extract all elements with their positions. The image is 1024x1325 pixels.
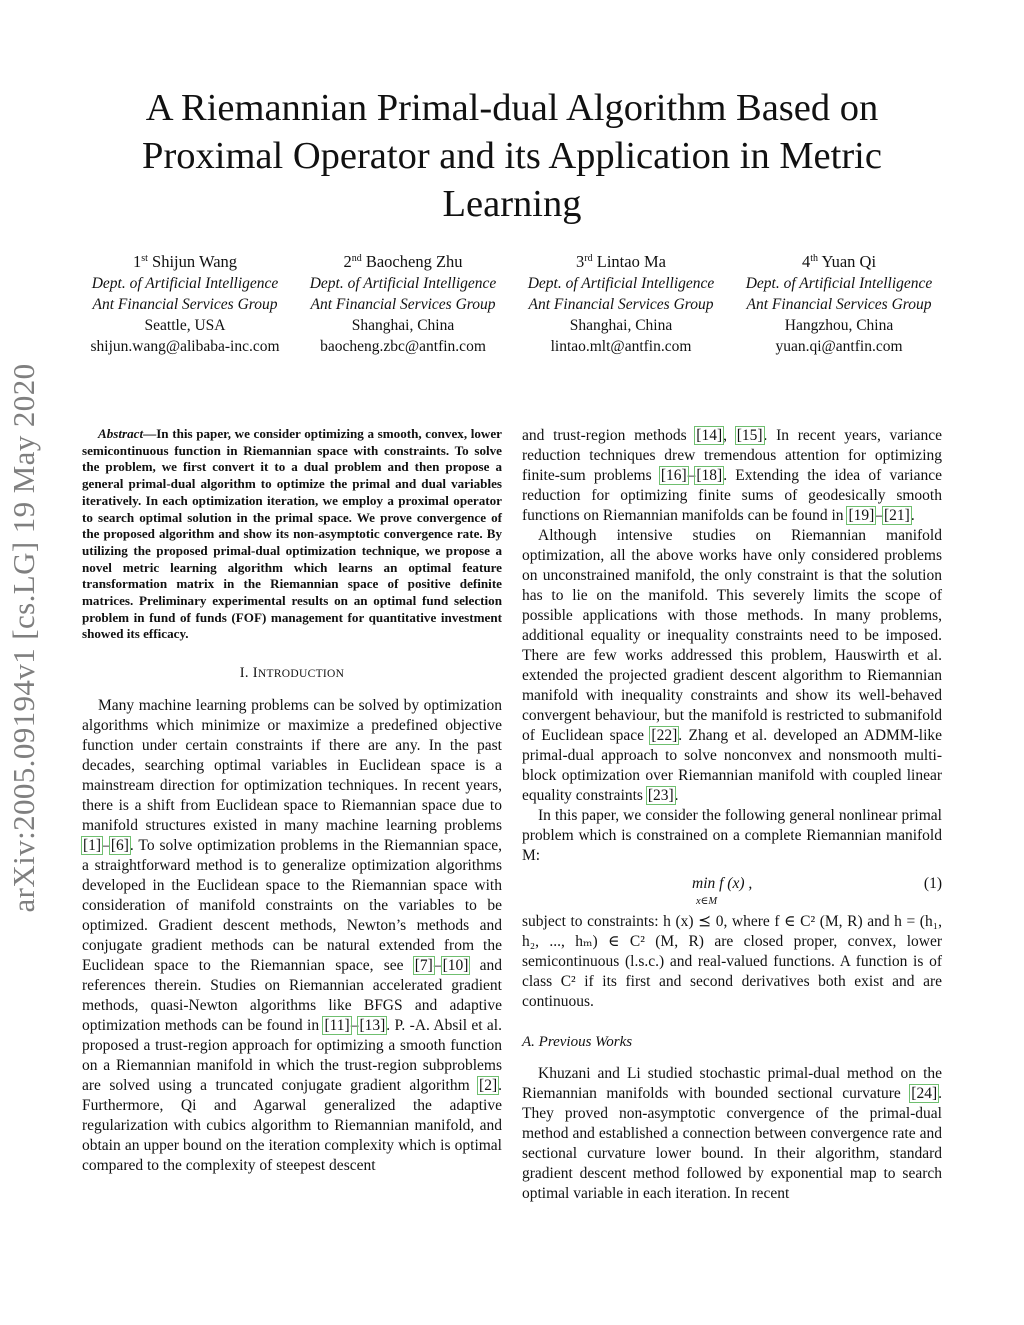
citation-link[interactable]: [10]: [442, 957, 469, 975]
citation-link[interactable]: [22]: [651, 727, 678, 744]
citation-link[interactable]: [2]: [479, 1077, 498, 1095]
author-dept: Dept. of Artificial Intelligence: [527, 275, 715, 292]
subsection-heading-previous-works: A. Previous Works: [522, 1034, 633, 1050]
author-ordinal-suffix: rd: [584, 253, 593, 264]
equation-1: [522, 868, 942, 906]
section-heading-introduction: [82, 663, 502, 684]
text-run: . Zhang et al. developed an ADMM-like primal-dual approach to solve nonconvex and nonsmooth multi-block optimization over Riemannian manifold with coupled linear equality constraints: [522, 727, 943, 804]
abstract-dash: —: [143, 426, 157, 441]
section-title-initial: I: [252, 665, 258, 682]
author-1: [76, 248, 294, 357]
paper-title: A Riemannian Primal-dual Algorithm Based on Proximal Operator and its Application in Metric Learning: [142, 87, 882, 225]
text-run: Many machine learning problems can be solved by optimization algorithms which minimize or maximize a predefined objective function under certain constraints if there are any. In the past decades, searching optimal variables in Euclidean space is a mainstream direction for optimization techniques. In recent years, there is a shift from Euclidean space to Riemannian space due to manifold structures existed in many machine learning problems: [82, 697, 502, 835]
text-run: . Furthermore, Qi and Agarwal generalized the adaptive regularization with cubics algorithm to Riemannian manifold, and obtain an upper bound on the iteration complexity which is optimal compared to the complexity of steepest descent: [82, 1077, 502, 1175]
author-email: shijun.wang@alibaba-inc.com: [90, 338, 280, 355]
author-location: Shanghai, China: [569, 317, 673, 334]
author-ordinal: 3: [576, 252, 585, 271]
citation-link[interactable]: [23]: [647, 787, 674, 804]
right-column: [522, 426, 942, 1204]
author-dept: Dept. of Artificial Intelligence: [745, 275, 933, 292]
citation-link[interactable]: [21]: [884, 507, 910, 524]
text-run: Khuzani and Li studied stochastic primal-dual method on the Riemannian manifolds with bounded sectional curvature: [522, 1065, 942, 1102]
text-run: –: [875, 507, 884, 524]
author-dept: Dept. of Artificial Intelligence: [91, 275, 279, 292]
citation-link[interactable]: [18]: [696, 467, 723, 484]
right-paragraph-3: In this paper, we consider the following general nonlinear primal problem which is constrained on a complete Riemannian manifold M:: [522, 807, 942, 864]
citation-link[interactable]: [7]: [414, 957, 433, 975]
text-run: . They proved non-asymptotic convergence of the primal-dual method and established a connection between convergence rate and sectional curvature lower bound. In their algorithm, standard gradient descent method followed by exponential map to search optimal variable in each iteration. In recent: [522, 1085, 942, 1202]
author-ordinal: 2: [343, 252, 352, 271]
text-run: and references therein. Studies on Riemannian accelerated gradient methods, quasi-Newton algorithms like BFGS and adaptive optimization methods can be found in: [82, 957, 502, 1035]
equation-expression: min f (x) ,: [692, 875, 753, 892]
abstract-text: In this paper, we consider optimizing a smooth, convex, lower semicontinuous function in Riemannian space with constraints. To solve the problem, we first convert it to a dual problem and then propose a general primal-dual algorithm to optimize the primal and dual variables iteratively. In each optimization iteration, we employ a proximal operator to search optimal solution in the primal space. We prove convergence of the proposed algorithm and show its non-asymptotic convergence rate. By utilizing the proposed primal-dual optimization technique, we propose a novel metric learning algorithm which learns an optimal feature transformation matrix in the Riemannian space of positive definite matrices. Preliminary experimental results on an optimal fund selection problem in fund of funds (FOF) management for quantitative investment showed its efficacy.: [82, 426, 502, 642]
author-4: [730, 248, 948, 357]
author-dept: Dept. of Artificial Intelligence: [309, 275, 497, 292]
section-number: I.: [239, 665, 249, 682]
text-run: Although intensive studies on Riemannian manifold optimization, all the above works have only considered problems on unconstrained manifold, the only constraint is that the solution has to lie on the manifold. This severely limits the scope of possible applications with those methods. In many problems, additional equality or inequality constraints need to be imposed. There are few works addressed this problem, Hauswirth et al. extended the projected gradient descent algorithm to Riemannian manifold with inequality constraints and show its well-behaved convergent behaviour, but the manifold is restricted to submanifold of Euclidean space: [522, 527, 942, 744]
text-run: . P. -A. Absil et al. proposed a trust-region approach for optimizing a smooth function on a Riemannian manifold in which the trust-region subproblems are solved using a truncated conjugate gradient algorithm: [82, 1017, 502, 1095]
citation-link[interactable]: [16]: [660, 467, 687, 484]
author-location: Hangzhou, China: [784, 317, 894, 334]
arxiv-identifier: arXiv:2005.09194v1 [cs.LG] 19 May 2020: [6, 363, 41, 913]
abstract: [82, 426, 502, 643]
author-name: Yuan Qi: [821, 252, 877, 271]
author-2: [294, 248, 512, 357]
right-paragraph-2: [522, 526, 942, 806]
equation-number: (1): [923, 875, 942, 892]
citation-link[interactable]: [1]: [83, 837, 102, 855]
author-email: baocheng.zbc@antfin.com: [320, 338, 486, 355]
citation-link[interactable]: [6]: [110, 837, 129, 855]
author-name: Baocheng Zhu: [365, 252, 463, 271]
author-org: Ant Financial Services Group: [310, 296, 496, 313]
author-org: Ant Financial Services Group: [92, 296, 278, 313]
right-paragraph-4: subject to constraints: h (x) ⪯ 0, where f ∈ C² (M, R) and h = (h₁, h₂, ..., hₘ) ∈ C² (M, R) are closed proper, convex, lower semicontinuous (l.s.c.) and real-valued functions. A function is of class C² if its first and second derivatives both exist and are continuous.: [522, 913, 942, 1010]
equation-subscript: x∈M: [696, 896, 718, 907]
text-run: ,: [723, 427, 736, 444]
citation-link[interactable]: [13]: [359, 1017, 386, 1035]
text-run: .: [910, 507, 915, 524]
citation-link[interactable]: [14]: [696, 427, 723, 444]
author-org: Ant Financial Services Group: [746, 296, 932, 313]
author-ordinal-suffix: th: [810, 253, 818, 264]
author-location: Seattle, USA: [144, 317, 226, 334]
abstract-label: Abstract: [98, 426, 144, 441]
right-paragraph-5: [522, 1064, 942, 1204]
author-ordinal: 4: [801, 252, 811, 271]
text-run: –: [102, 837, 110, 855]
author-email: lintao.mlt@antfin.com: [550, 338, 692, 355]
intro-paragraph: [82, 696, 502, 1176]
text-run: .: [674, 787, 679, 804]
text-run: . To solve optimization problems in the Riemannian space, a straightforward method is to generalize optimization algorithms developed in the Euclidean space to the Riemannian space with consideration of manifold constraints on the variables to be optimized. Gradient descent methods, Newton’s methods and conjugate gradient methods can be natural extended from the Euclidean space to the Riemannian space, see: [82, 837, 502, 975]
author-name: Lintao Ma: [596, 252, 666, 271]
citation-link[interactable]: [24]: [911, 1085, 938, 1102]
text-run: –: [350, 1017, 359, 1035]
author-org: Ant Financial Services Group: [528, 296, 714, 313]
text-run: . Extending the idea of variance reduction for optimizing finite sums of geodesically smooth functions on Riemannian manifolds can be found in: [522, 467, 942, 524]
author-email: yuan.qi@antfin.com: [775, 338, 903, 355]
author-ordinal-suffix: nd: [351, 253, 362, 264]
author-3: [512, 248, 730, 357]
left-column: [82, 426, 502, 1176]
citation-link[interactable]: [15]: [736, 427, 763, 444]
author-ordinal-suffix: st: [141, 253, 148, 264]
text-run: –: [687, 467, 696, 484]
text-run: and trust-region methods: [522, 427, 696, 444]
right-paragraph-1: [522, 426, 942, 526]
text-run: –: [433, 957, 442, 975]
citation-link[interactable]: [11]: [324, 1017, 350, 1035]
citation-link[interactable]: [19]: [848, 507, 875, 524]
author-location: Shanghai, China: [351, 317, 455, 334]
author-ordinal: 1: [132, 252, 142, 271]
author-name: Shijun Wang: [152, 252, 238, 271]
section-title-rest: NTRODUCTION: [257, 668, 345, 681]
text-run: . In recent years, variance reduction techniques drew tremendous attention for optimizing finite-sum problems: [522, 427, 942, 484]
